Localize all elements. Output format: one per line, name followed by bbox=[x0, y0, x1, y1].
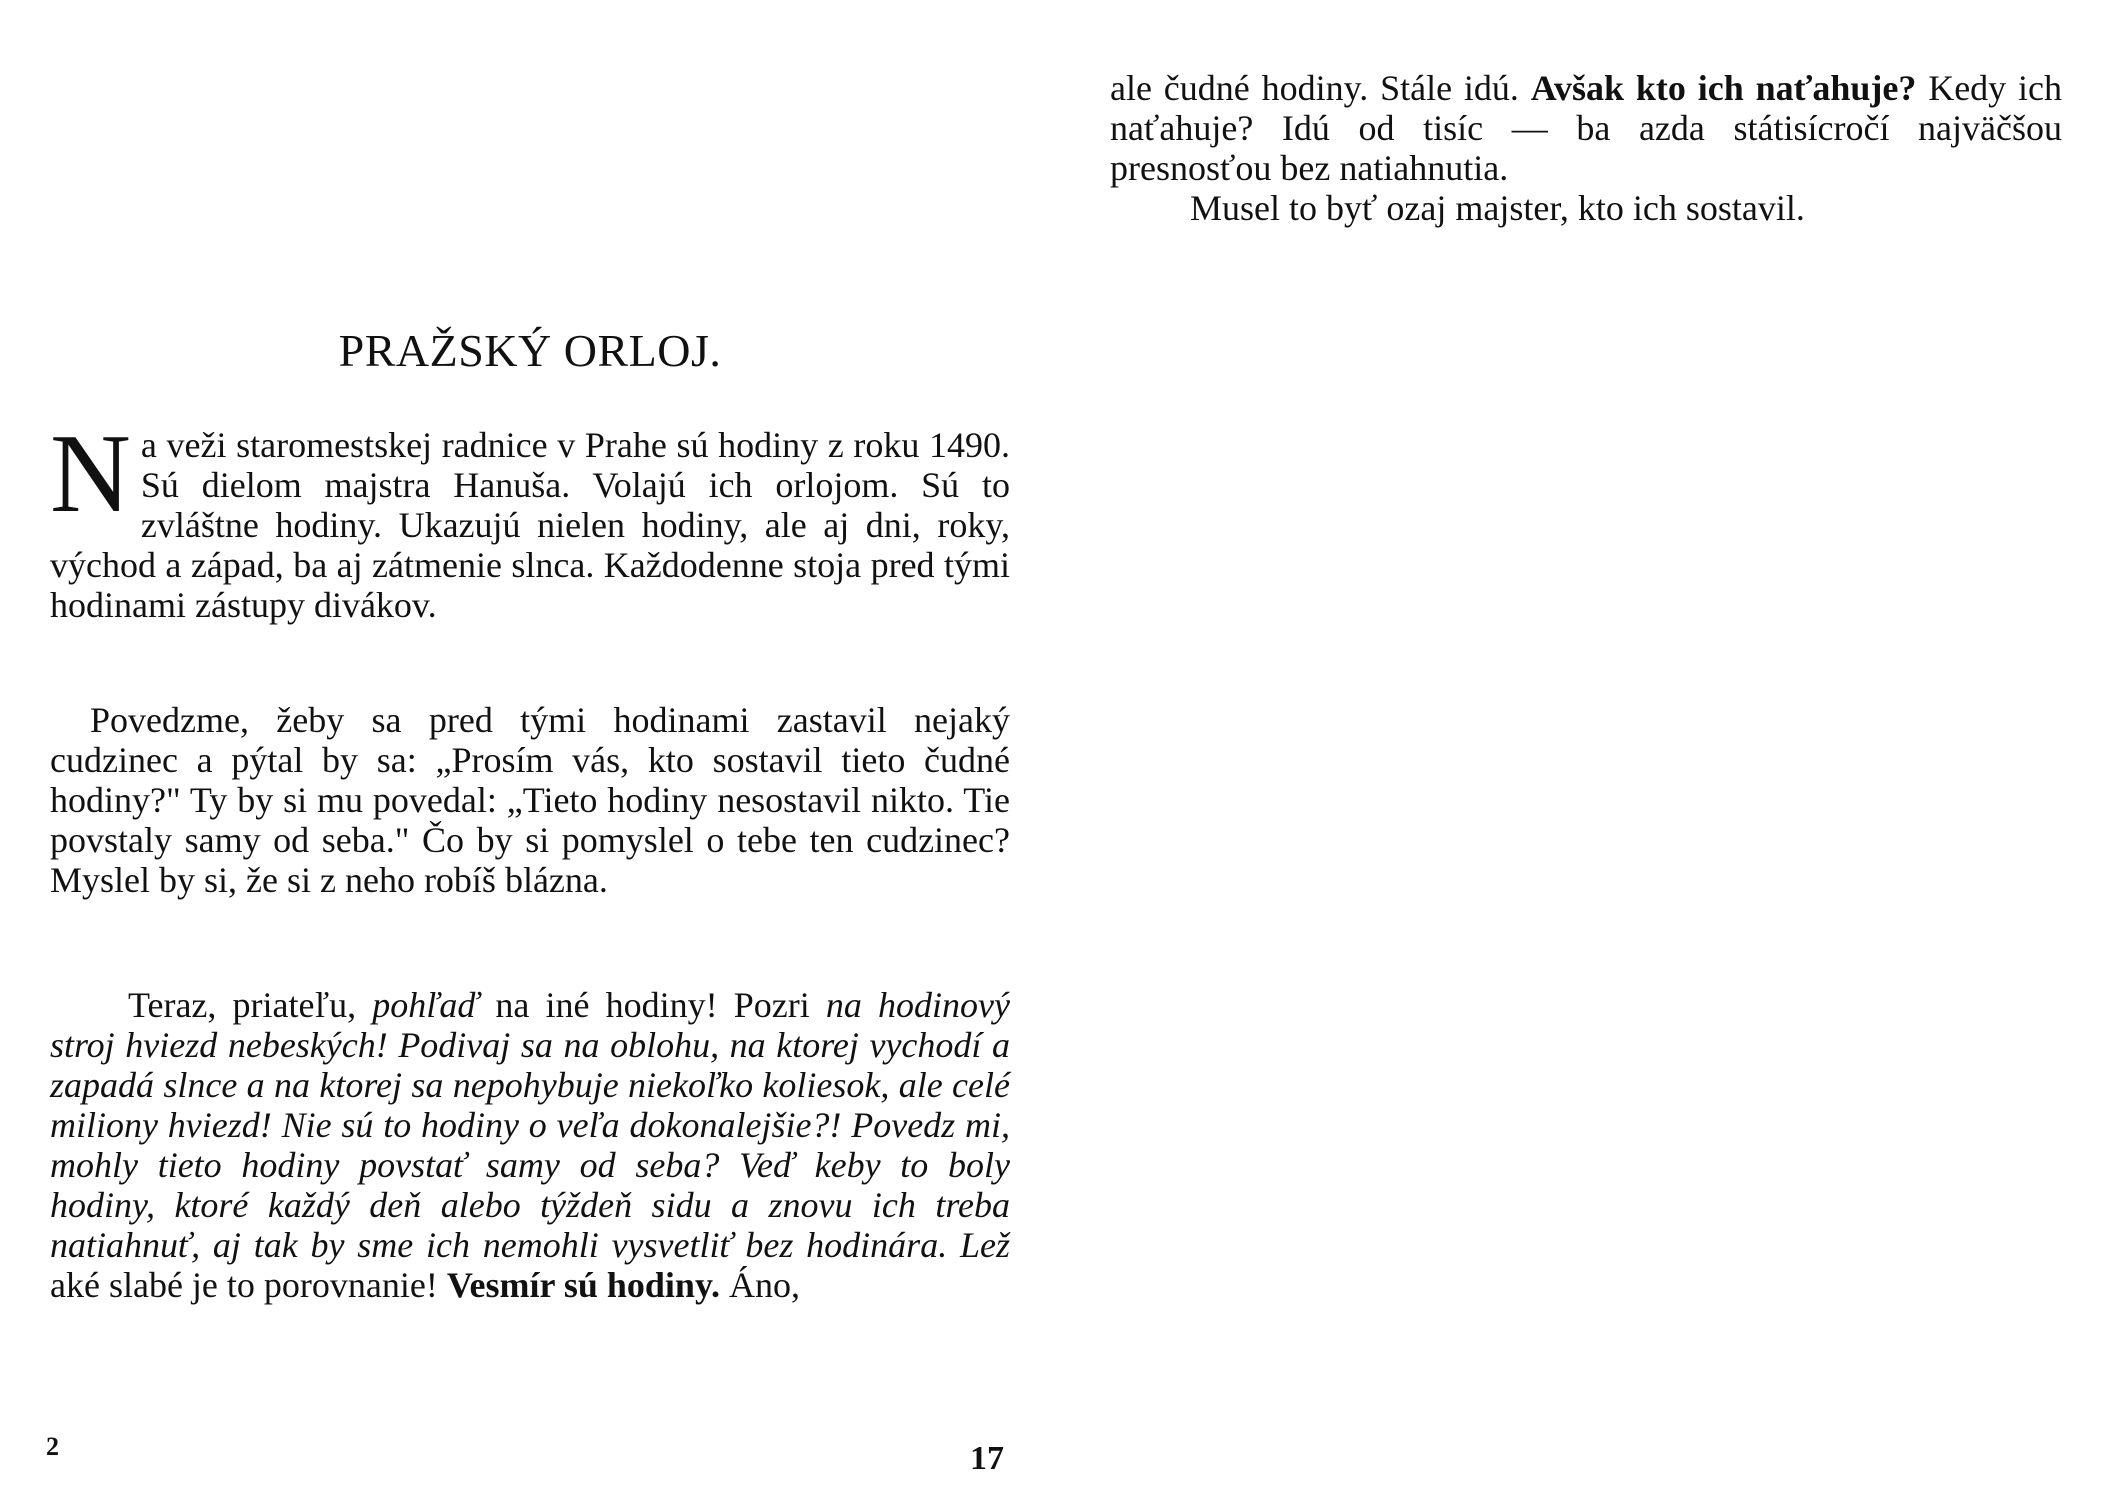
right-paragraph-1-run-3: Kedy ich naťahuje? Idú od tisíc — ba azda státisícročí najväčšou presnosťou bez natiahnutia. bbox=[1110, 68, 2062, 188]
paragraph-2 bbox=[50, 700, 1010, 900]
paragraph-3-run-6: Vesmír sú hodiny. bbox=[446, 1265, 720, 1305]
page-title: PRAŽSKÝ ORLOJ. bbox=[338, 325, 722, 376]
right-page bbox=[1053, 0, 2106, 1500]
paragraph-3-run-5: aké slabé je to porovnanie! bbox=[50, 1265, 447, 1305]
sheet-number: 2 bbox=[46, 1432, 59, 1461]
right-paragraph-1-run-2: Avšak kto ich naťahuje? bbox=[1530, 68, 1917, 108]
paragraph-1 bbox=[50, 412, 1010, 625]
right-paragraph-2: Musel to byť ozaj majster, kto ich sostavil. bbox=[1190, 188, 1805, 228]
paragraph-3-run-4: na hodinový stroj hviezd nebeských! Podivaj sa na oblohu, na ktorej vychodí a zapadá slnce a na ktorej sa nepohybuje niekoľko koliesok, ale celé miliony hviezd! Nie sú to hodiny o veľa dokonalejšie?! Povedz mi, mohly tieto hodiny povstať samy od seba? Veď keby to boly hodiny, ktoré každý deň alebo týždeň sidu a znovu ich treba natiahnuť, aj tak by sme ich nemohli vysvetliť bez hodinára. Lež bbox=[50, 985, 1010, 1265]
paragraph-3 bbox=[50, 985, 1010, 1305]
drop-cap: N bbox=[50, 412, 131, 536]
paragraph-3-run-2: pohľaď bbox=[372, 985, 480, 1025]
right-column bbox=[1110, 68, 2062, 228]
paragraph-3-run-7: Áno, bbox=[719, 1265, 800, 1305]
paragraph-3-run-3: na iné hodiny! Pozri bbox=[479, 985, 826, 1025]
paragraph-2-text: Povedzme, žeby sa pred tými hodinami zastavil nejaký cudzinec a pýtal by sa: „Prosím vás, kto sostavil tieto čudné hodiny?" Ty by si mu povedal: „Tieto hodiny nesostavil nikto. Tie povstaly samy od seba." Čo by si pomyslel o tebe ten cudzinec? Myslel by si, že si z neho robíš blázna. bbox=[50, 700, 1010, 900]
right-paragraph-1-run-1: ale čudné hodiny. Stále idú. bbox=[1110, 68, 1531, 108]
paragraph-3-run-1: Teraz, priateľu, bbox=[128, 985, 373, 1025]
page-number: 17 bbox=[970, 1440, 1004, 1477]
paragraph-1-text: a veži staromestskej radnice v Prahe sú hodiny z roku 1490. Sú dielom majstra Hanuša. Volajú ich orlojom. Sú to zvláštne hodiny. Ukazujú nielen hodiny, ale aj dni, roky, východ a západ, ba aj zátmenie slnca. Každodenne stoja pred tými hodinami zástupy divákov. bbox=[50, 425, 1010, 625]
